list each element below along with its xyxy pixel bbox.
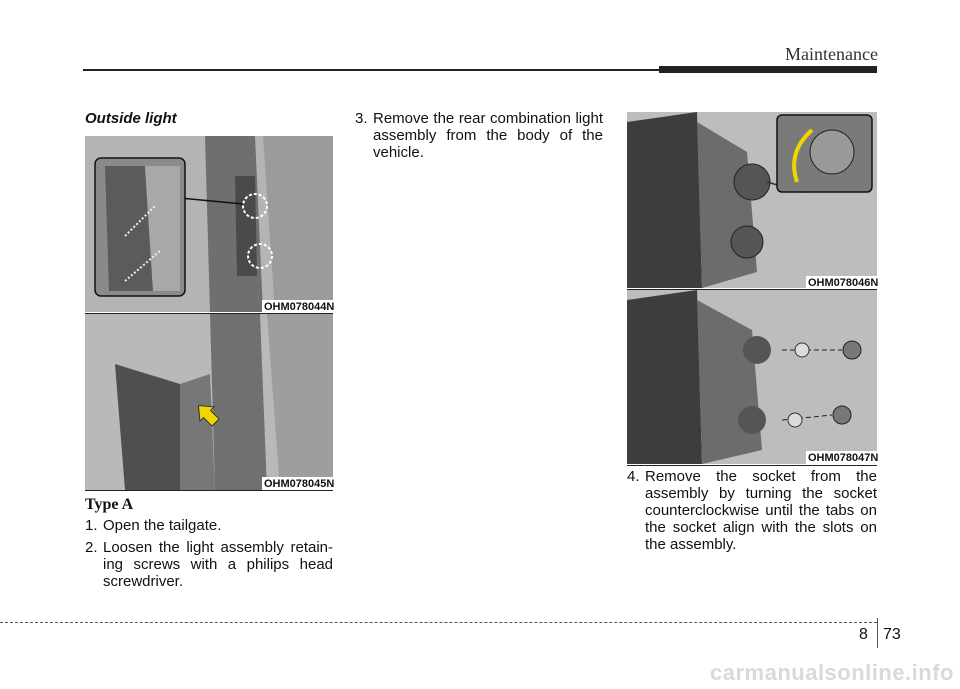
step-3 — [355, 110, 603, 161]
section-title: Maintenance — [785, 44, 878, 64]
subheading: Outside light — [85, 110, 177, 127]
step-text: Loosen the light assembly retain-ing screws with a philips head screwdriver. — [103, 539, 333, 590]
figure-caption: OHM078046N — [808, 277, 879, 289]
step-4 — [627, 468, 877, 553]
step-2 — [85, 539, 333, 590]
footer-dashed-rule — [0, 622, 877, 623]
type-label: Type A — [85, 496, 134, 513]
figure-tailgate-screws — [85, 136, 333, 312]
header-rule-thick — [659, 66, 877, 73]
figure-rule — [627, 465, 877, 466]
step-number: 2. — [85, 539, 98, 556]
watermark: carmanualsonline.info — [710, 660, 954, 685]
figure-combination-light — [627, 112, 877, 288]
figure-light-removal — [85, 314, 333, 490]
step-1 — [85, 517, 333, 534]
step-text: Remove the socket from the assembly by turning the socket counterclockwise until the tabs on the socket align with the slots on the assembly. — [645, 468, 877, 553]
header-rule — [83, 69, 659, 71]
figure-caption: OHM078047N — [808, 452, 879, 464]
step-text: Open the tailgate. — [103, 517, 222, 534]
figure-socket-removal — [627, 290, 877, 464]
figure-rule — [85, 490, 333, 491]
step-number: 4. — [627, 468, 640, 485]
page-number: 73 — [883, 626, 901, 643]
page-separator — [877, 618, 878, 648]
step-number: 3. — [355, 110, 368, 127]
chapter-number: 8 — [859, 626, 868, 643]
figure-caption: OHM078045N — [264, 478, 335, 490]
step-number: 1. — [85, 517, 98, 534]
step-text: Remove the rear combination light assembly from the body of the vehicle. — [373, 110, 603, 161]
figure-caption: OHM078044N — [264, 301, 335, 313]
